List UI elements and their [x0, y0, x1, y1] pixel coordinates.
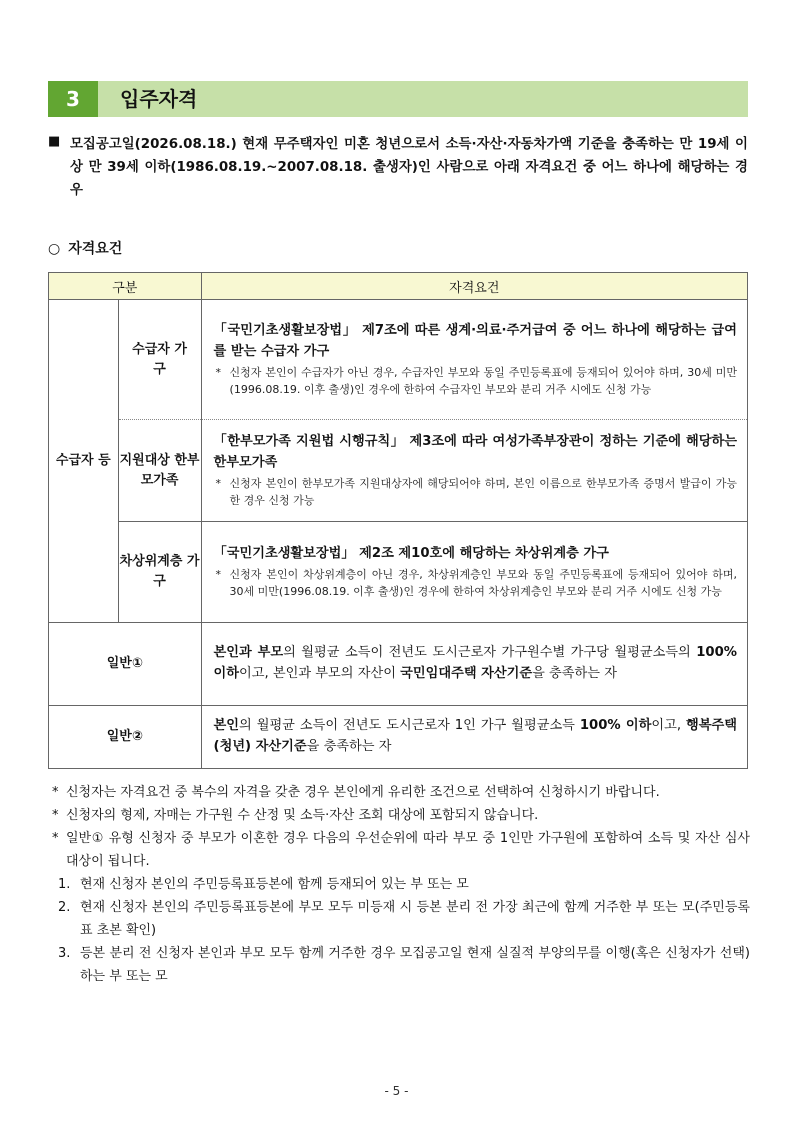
priority-item: 2. 현재 신청자 본인의 주민등록표등본에 부모 모두 미등재 시 등본 분리 전 가장 최근에 함께 거주한 부 또는 모(주민등록표 초본 확인)	[58, 900, 750, 938]
table-row	[49, 522, 748, 623]
intro-text: 모집공고일(2026.08.18.) 현재 무주택자인 미혼 청년으로서 소득·자산·자동차가액 기준을 충족하는 만 19세 이상 만 39세 이하(1986.08.19.~2007.08.18. 출생자)인 사람으로 아래 자격요건 중 어느 하나에 해당하는 경우	[70, 137, 748, 198]
requirement-cell	[201, 522, 747, 623]
square-bullet-icon: ■	[48, 134, 61, 149]
general1-label: 일반①	[49, 623, 202, 706]
table-header-row	[49, 273, 748, 300]
requirement-main: 「국민기초생활보장법」 제2조 제10호에 해당하는 차상위계층 가구	[213, 545, 609, 561]
requirement-cell	[201, 300, 747, 420]
header-requirements: 자격요건	[201, 273, 747, 300]
requirement-main: 「국민기초생활보장법」 제7조에 따른 생계·의료·주거급여 중 어느 하나에 해당하는 급여를 받는 수급자 가구	[213, 322, 737, 359]
general2-label: 일반②	[49, 706, 202, 769]
requirement-cell	[201, 420, 747, 522]
note-item: * 신청자는 자격요건 중 복수의 자격을 갖춘 경우 본인에게 유리한 조건으로 선택하여 신청하시기 바랍니다.	[52, 785, 660, 800]
requirement-note: * 신청자 본인이 수급자가 아닌 경우, 수급자인 부모와 동일 주민등록표에 등재되어 있어야 하며, 30세 미만(1996.08.19. 이후 출생)인 경우에 한하여 수급자인 부모와 분리 거주 시에도 신청 가능	[215, 365, 737, 396]
note-item: * 신청자의 형제, 자매는 가구원 수 산정 및 소득·자산 조회 대상에 포함되지 않습니다.	[52, 808, 539, 823]
notes-section	[50, 781, 750, 988]
general2-requirement: 본인의 월평균 소득이 전년도 도시근로자 1인 가구 월평균소득 100% 이하이고, 행복주택(청년) 자산기준을 충족하는 자	[201, 706, 747, 769]
group-label: 수급자 등	[49, 300, 119, 623]
category-cell: 수급자 가구	[118, 300, 201, 420]
table-row	[49, 300, 748, 420]
requirement-note: * 신청자 본인이 차상위계층이 아닌 경우, 차상위계층인 부모와 동일 주민등록표에 등재되어 있어야 하며, 30세 미만(1996.08.19. 이후 출생)인 경우에 한하여 차상위계층인 부모와 분리 거주 시에도 신청 가능	[215, 567, 737, 598]
category-cell: 차상위계층 가구	[118, 522, 201, 623]
requirement-note: * 신청자 본인이 한부모가족 지원대상자에 해당되어야 하며, 본인 이름으로 한부모가족 증명서 발급이 가능한 경우 신청 가능	[215, 476, 737, 507]
note-item: * 일반① 유형 신청자 중 부모가 이혼한 경우 다음의 우선순위에 따라 부모 중 1인만 가구원에 포함하여 소득 및 자산 심사 대상이 됩니다.	[52, 831, 750, 869]
category-cell: 지원대상 한부모가족	[118, 420, 201, 522]
header-category: 구분	[49, 273, 202, 300]
section-header	[48, 81, 748, 117]
general1-requirement: 본인과 부모의 월평균 소득이 전년도 도시근로자 가구원수별 가구당 월평균소득의 100% 이하이고, 본인과 부모의 자산이 국민임대주택 자산기준을 충족하는 자	[201, 623, 747, 706]
priority-item: 1. 현재 신청자 본인의 주민등록표등본에 함께 등재되어 있는 부 또는 모	[58, 877, 469, 892]
priority-item: 3. 등본 분리 전 신청자 본인과 부모 모두 함께 거주한 경우 모집공고일 현재 실질적 부양의무를 이행(혹은 신청자가 선택)하는 부 또는 모	[58, 946, 750, 984]
requirements-table	[48, 272, 748, 769]
circle-bullet-icon: ○	[48, 241, 61, 257]
page-number: - 5 -	[384, 1084, 409, 1098]
section-title: 입주자격	[120, 87, 198, 111]
table-row	[49, 706, 748, 769]
intro-paragraph	[48, 133, 748, 202]
table-row	[49, 420, 748, 522]
section-number: 3	[48, 81, 98, 117]
subheading	[48, 238, 122, 258]
subheading-title: 자격요건	[68, 241, 123, 257]
requirement-main: 「한부모가족 지원법 시행규칙」 제3조에 따라 여성가족부장관이 정하는 기준에 해당하는 한부모가족	[213, 433, 737, 470]
table-row	[49, 623, 748, 706]
